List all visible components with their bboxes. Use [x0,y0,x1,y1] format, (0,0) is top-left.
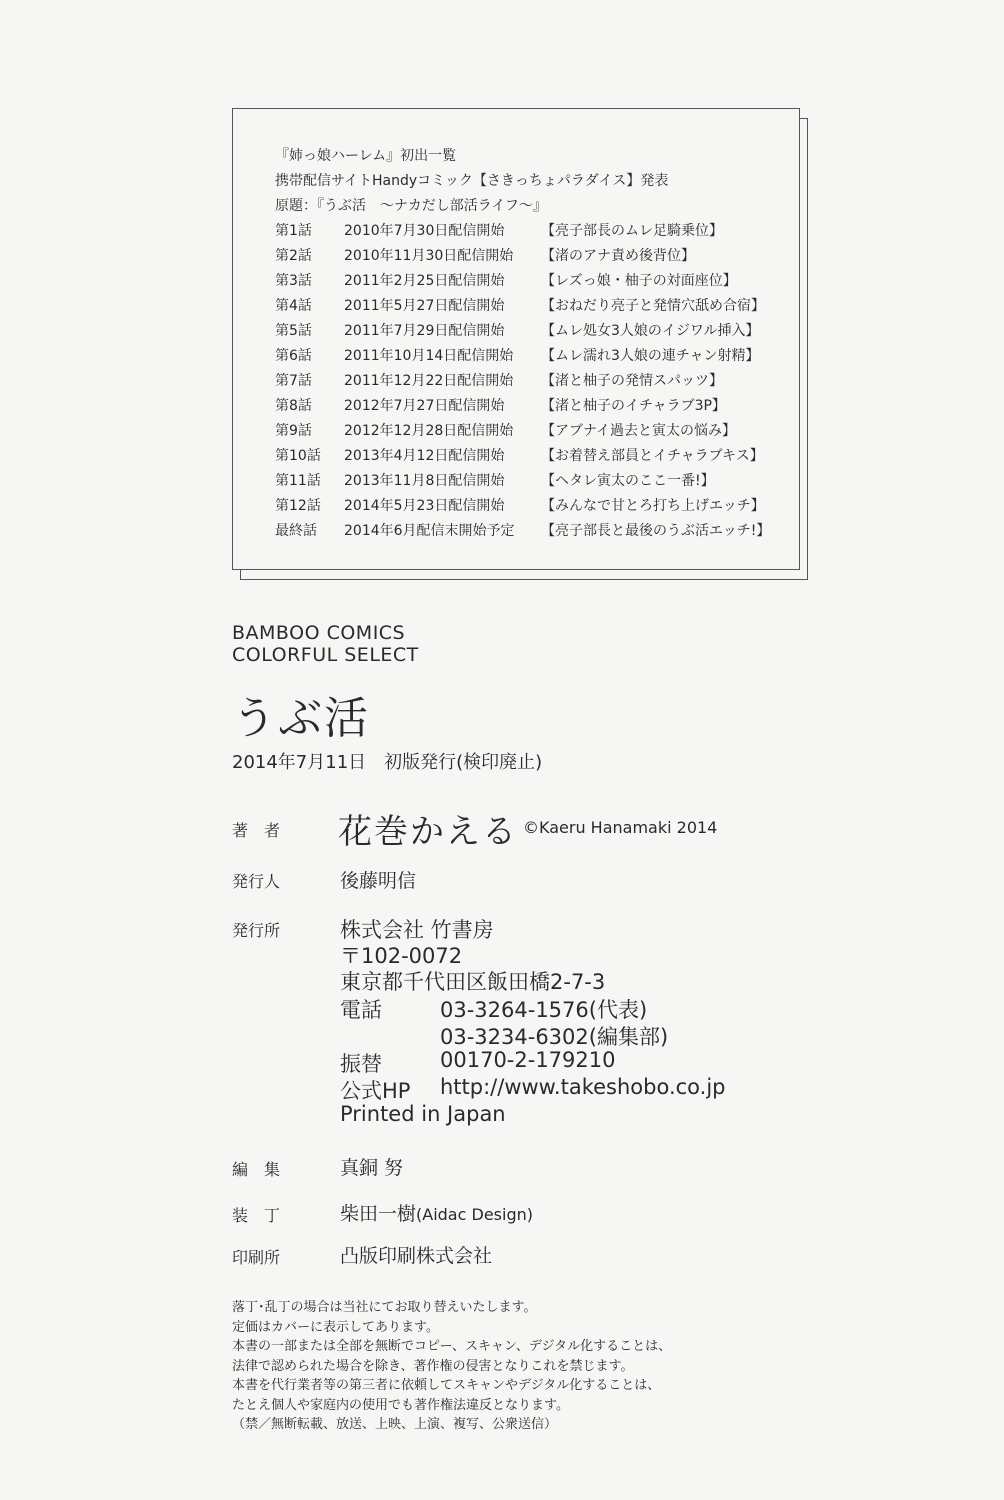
editor: 真銅 努 [340,1157,404,1179]
first-appearance-source: 携帯配信サイトHandyコミック【さきっちょパラダイス】発表 [275,173,669,189]
transfer-number: 00170-2-179210 [440,1048,616,1072]
episode-date: 2011年10月14日配信開始 [344,348,514,364]
episode-number: 第3話 [275,273,312,289]
episode-number: 第12話 [275,498,321,514]
phone-1-note: (代表) [588,998,648,1022]
episode-number: 第4話 [275,298,312,314]
episode-title: 【みんなで甘とろ打ち上げエッチ】 [541,498,765,514]
episode-title: 【アブナイ過去と寅太の悩み】 [541,423,737,439]
address: 東京都千代田区飯田橋2-7-3 [340,970,606,994]
designer [340,1199,533,1226]
episode-date: 2012年12月28日配信開始 [344,423,514,439]
hp-label: 公式HP [340,1079,411,1103]
phone-2-note: (編集部) [588,1025,669,1049]
episode-date: 2010年7月30日配信開始 [344,223,505,239]
hp-url[interactable]: http://www.takeshobo.co.jp [440,1075,726,1099]
phone-2-number: 03-3234-6302 [440,1025,589,1049]
first-appearance-box [232,108,810,578]
episode-title: 【渚のアナ責め後背位】 [541,248,695,264]
episode-number: 最終話 [275,523,317,539]
episode-date: 2014年5月23日配信開始 [344,498,505,514]
episode-number: 第9話 [275,423,312,439]
episode-title: 【おねだり亮子と発情穴舐め合宿】 [541,298,765,314]
book-title: うぶ活 [232,693,370,744]
episode-title: 【ムレ処女3人娘のイジワル挿入】 [541,323,760,339]
legal-note-line: たとえ個人や家庭内の使用でも著作権法違反となります。 [232,1397,569,1413]
episode-date: 2013年4月12日配信開始 [344,448,505,464]
printer: 凸版印刷株式会社 [340,1245,493,1267]
episode-title: 【渚と柚子の発情スパッツ】 [541,373,723,389]
episode-date: 2014年6月配信末開始予定 [344,523,515,539]
episode-date: 2011年12月22日配信開始 [344,373,514,389]
legal-note-line: （禁／無断転載、放送、上映、上演、複写、公衆送信） [232,1417,558,1432]
author-label: 著 者 [232,821,281,840]
series-line-2: COLORFUL SELECT [232,644,419,666]
publisher-person: 後藤明信 [340,870,417,892]
episode-title: 【ヘタレ寅太のここ一番!】 [541,473,715,489]
episode-title: 【お着替え部員とイチャラブキス】 [541,448,764,464]
legal-note-line: 法律で認められた場合を除き、著作権の侵害となりこれを禁じます。 [232,1358,634,1374]
phone-2 [440,1021,668,1051]
printed-in: Printed in Japan [340,1102,506,1126]
series-line-1: BAMBOO COMICS [232,622,406,644]
episode-date: 2010年11月30日配信開始 [344,248,514,264]
postal-code: 〒102-0072 [340,944,463,968]
publisher-person-label: 発行人 [232,872,281,891]
first-appearance-original-title: 原題：『うぶ活 〜ナカだし部活ライフ〜』 [275,198,547,214]
publisher-company: 株式会社 竹書房 [340,918,494,942]
design-label: 装 丁 [232,1206,281,1225]
episode-title: 【亮子部長のムレ足騎乗位】 [541,223,723,239]
episode-title: 【渚と柚子のイチャラブ3P】 [541,398,726,414]
designer-name: 柴田一樹 [340,1203,417,1225]
episode-number: 第11話 [275,473,321,489]
transfer-label: 振替 [340,1052,382,1076]
episode-number: 第8話 [275,398,312,414]
editor-label: 編 集 [232,1160,281,1179]
episode-title: 【亮子部長と最後のうぶ活エッチ!】 [541,523,771,539]
episode-date: 2011年2月25日配信開始 [344,273,505,289]
legal-note-line: 落丁･乱丁の場合は当社にてお取り替えいたします。 [232,1300,537,1315]
episode-number: 第2話 [275,248,312,264]
box-frame [232,108,800,570]
episode-number: 第5話 [275,323,312,339]
legal-note-line: 本書の一部または全部を無断でコピー、スキャン、デジタル化することは、 [232,1339,672,1354]
publication-date: 2014年7月11日 初版発行(検印廃止) [232,752,543,773]
episode-number: 第7話 [275,373,312,389]
first-appearance-heading: 『姉っ娘ハーレム』初出一覧 [275,148,457,164]
author-name: 花巻かえる [338,812,518,852]
episode-date: 2011年5月27日配信開始 [344,298,505,314]
legal-note-line: 本書を代行業者等の第三者に依頼してスキャンやデジタル化することは、 [232,1378,661,1393]
episode-title: 【レズっ娘・柚子の対面座位】 [541,273,737,289]
episode-date: 2011年7月29日配信開始 [344,323,505,339]
episode-number: 第6話 [275,348,312,364]
episode-date: 2013年11月8日配信開始 [344,473,505,489]
publisher-label: 発行所 [232,921,281,940]
copyright: ©Kaeru Hanamaki 2014 [523,818,718,837]
designer-note: (Aidac Design) [416,1205,533,1224]
phone-label: 電話 [340,998,382,1022]
phone-1-number: 03-3264-1576 [440,998,589,1022]
phone-1 [440,994,647,1024]
legal-note-line: 定価はカバーに表示してあります。 [232,1319,439,1335]
episode-number: 第1話 [275,223,312,239]
episode-date: 2012年7月27日配信開始 [344,398,505,414]
printer-label: 印刷所 [232,1248,281,1267]
episode-number: 第10話 [275,448,321,464]
episode-title: 【ムレ濡れ3人娘の連チャン射精】 [541,348,760,364]
